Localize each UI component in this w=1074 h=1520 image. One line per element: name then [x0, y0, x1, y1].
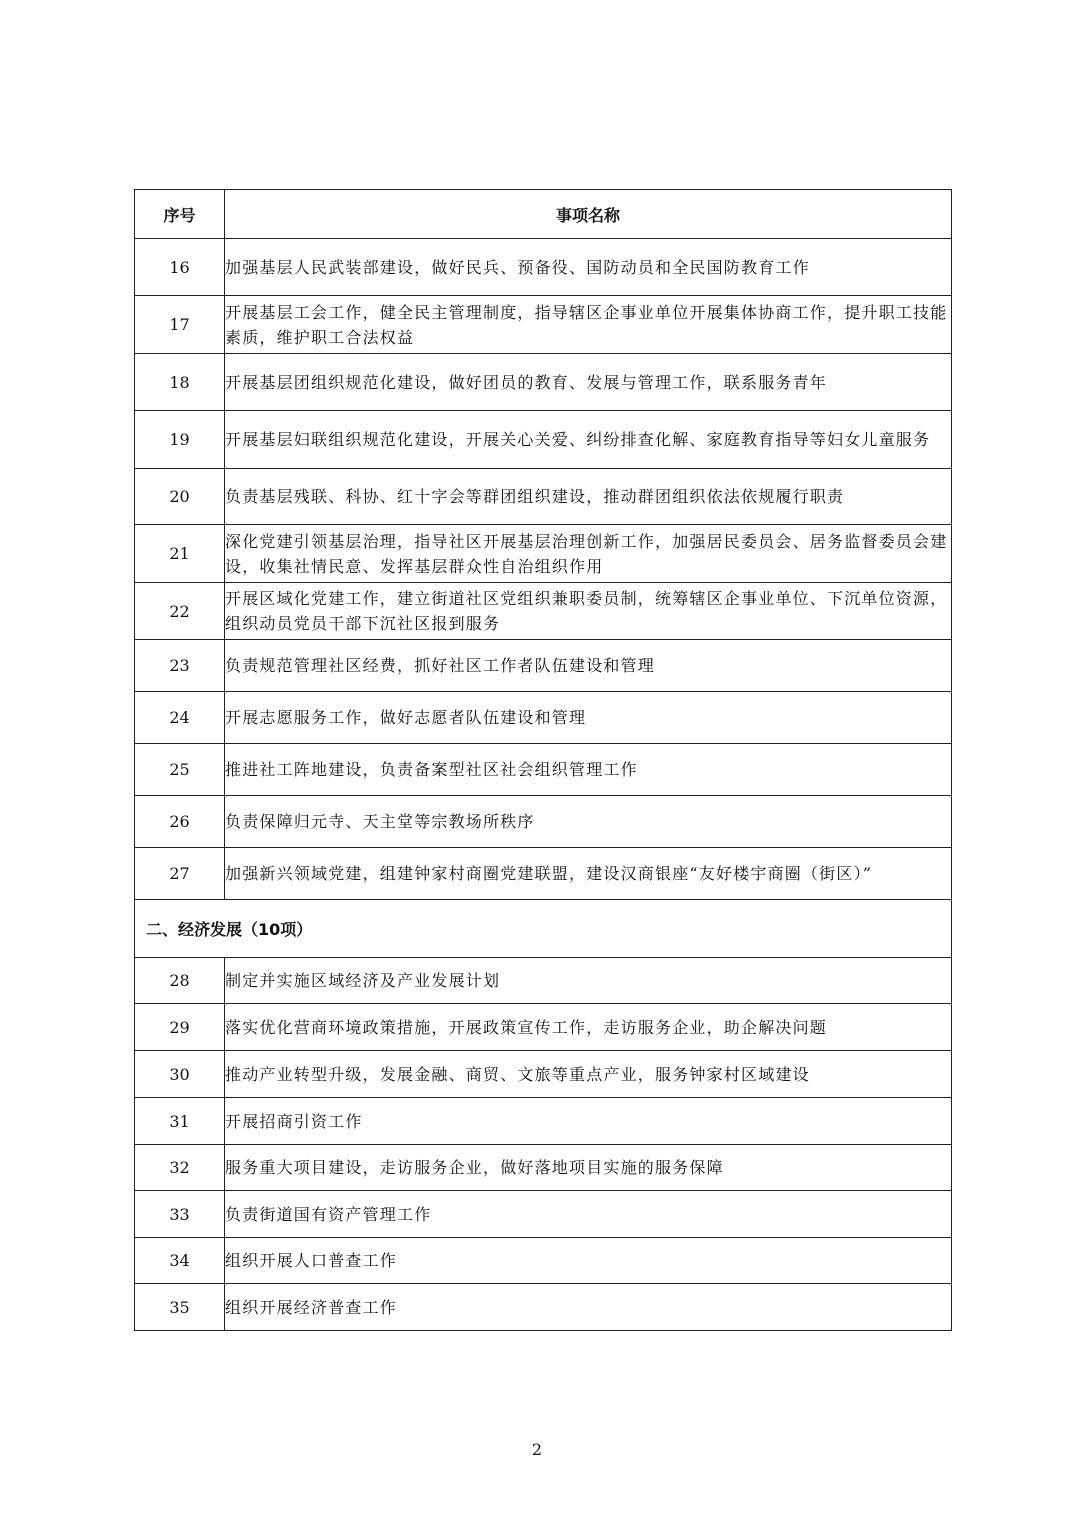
- table-row: [135, 1051, 952, 1098]
- row-item-name: 服务重大项目建设，走访服务企业，做好落地项目实施的服务保障: [225, 1145, 952, 1191]
- row-number: 24: [135, 692, 225, 744]
- table-row: [135, 744, 952, 796]
- row-number: 35: [135, 1284, 225, 1331]
- row-item-name: 负责保障归元寺、天主堂等宗教场所秩序: [225, 796, 952, 848]
- row-item-name: 组织开展人口普查工作: [225, 1238, 952, 1284]
- row-item-name: 开展招商引资工作: [225, 1098, 952, 1145]
- row-number: 32: [135, 1145, 225, 1191]
- row-item-name: 深化党建引领基层治理，指导社区开展基层治理创新工作，加强居民委员会、居务监督委员会建设，收集社情民意、发挥基层群众性自治组织作用: [225, 525, 952, 583]
- table-row: [135, 796, 952, 848]
- row-number: 19: [135, 411, 225, 469]
- table-row: [135, 1191, 952, 1238]
- row-item-name: 制定并实施区域经济及产业发展计划: [225, 958, 952, 1004]
- row-item-name: 推进社工阵地建设，负责备案型社区社会组织管理工作: [225, 744, 952, 796]
- row-item-name: 开展基层团组织规范化建设，做好团员的教育、发展与管理工作，联系服务青年: [225, 354, 952, 411]
- row-number: 25: [135, 744, 225, 796]
- row-item-name: 开展基层工会工作，健全民主管理制度，指导辖区企事业单位开展集体协商工作，提升职工技能素质，维护职工合法权益: [225, 296, 952, 354]
- table-row: [135, 239, 952, 296]
- row-number: 30: [135, 1051, 225, 1098]
- row-number: 31: [135, 1098, 225, 1145]
- row-number: 22: [135, 583, 225, 640]
- row-item-name: 组织开展经济普查工作: [225, 1284, 952, 1331]
- table-row: [135, 640, 952, 692]
- table-row: [135, 354, 952, 411]
- table-row: [135, 525, 952, 583]
- row-item-name: 落实优化营商环境政策措施，开展政策宣传工作，走访服务企业，助企解决问题: [225, 1004, 952, 1051]
- table-row: [135, 469, 952, 525]
- row-item-name: 加强基层人民武装部建设，做好民兵、预备役、国防动员和全民国防教育工作: [225, 239, 952, 296]
- row-number: 23: [135, 640, 225, 692]
- table-row: [135, 583, 952, 640]
- table-row: [135, 1004, 952, 1051]
- section-row: [135, 900, 952, 958]
- table-row: [135, 1238, 952, 1284]
- row-number: 34: [135, 1238, 225, 1284]
- row-number: 27: [135, 848, 225, 900]
- row-item-name: 加强新兴领域党建，组建钟家村商圈党建联盟，建设汉商银座“友好楼宇商圈（街区）”: [225, 848, 952, 900]
- row-item-name: 负责规范管理社区经费，抓好社区工作者队伍建设和管理: [225, 640, 952, 692]
- row-item-name: 开展基层妇联组织规范化建设，开展关心关爱、纠纷排查化解、家庭教育指导等妇女儿童服务: [225, 411, 952, 469]
- row-number: 16: [135, 239, 225, 296]
- table-row: [135, 1145, 952, 1191]
- table-row: [135, 296, 952, 354]
- table-row: [135, 848, 952, 900]
- row-item-name: 负责街道国有资产管理工作: [225, 1191, 952, 1238]
- table-row: [135, 1284, 952, 1331]
- row-number: 28: [135, 958, 225, 1004]
- table-header-row: [135, 190, 952, 239]
- row-item-name: 开展志愿服务工作，做好志愿者队伍建设和管理: [225, 692, 952, 744]
- section-title: 二、经济发展（10项）: [135, 900, 952, 958]
- table-row: [135, 411, 952, 469]
- table-row: [135, 958, 952, 1004]
- row-number: 17: [135, 296, 225, 354]
- row-item-name: 开展区域化党建工作，建立街道社区党组织兼职委员制，统筹辖区企事业单位、下沉单位资源，组织动员党员干部下沉社区报到服务: [225, 583, 952, 640]
- row-number: 33: [135, 1191, 225, 1238]
- row-number: 20: [135, 469, 225, 525]
- row-number: 21: [135, 525, 225, 583]
- row-number: 26: [135, 796, 225, 848]
- row-item-name: 推动产业转型升级，发展金融、商贸、文旅等重点产业，服务钟家村区域建设: [225, 1051, 952, 1098]
- items-table: [134, 189, 952, 1331]
- header-number: 序号: [135, 190, 225, 239]
- table-row: [135, 1098, 952, 1145]
- row-number: 18: [135, 354, 225, 411]
- page-number: 2: [531, 1440, 543, 1459]
- table-row: [135, 692, 952, 744]
- row-item-name: 负责基层残联、科协、红十字会等群团组织建设，推动群团组织依法依规履行职责: [225, 469, 952, 525]
- header-name: 事项名称: [225, 190, 952, 239]
- row-number: 29: [135, 1004, 225, 1051]
